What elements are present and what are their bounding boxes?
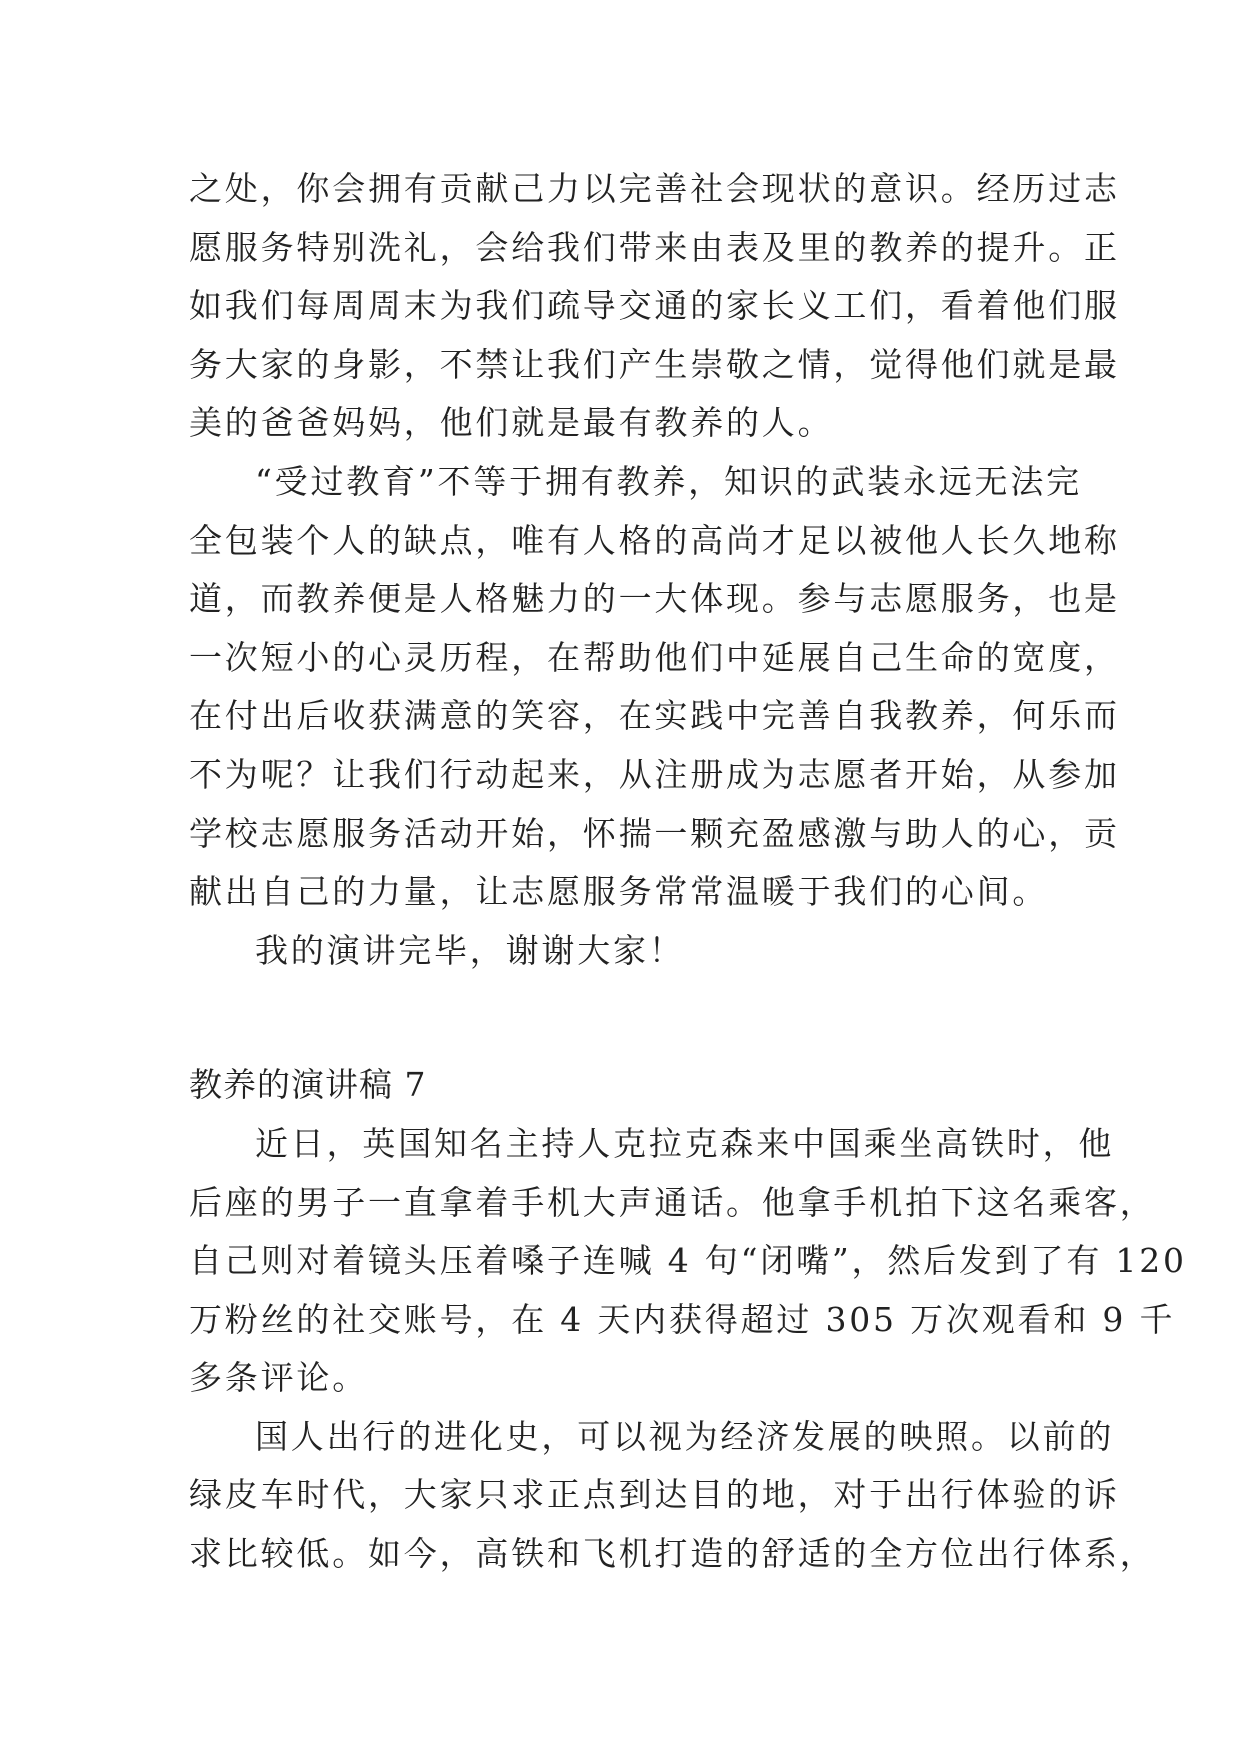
paragraph-line: 一次短小的心灵历程，在帮助他们中延展自己生命的宽度， [189,637,1120,677]
closing-remark: 我的演讲完毕，谢谢大家！ [255,930,685,970]
paragraph-line: 国人出行的进化史，可以视为经济发展的映照。以前的 [255,1416,1115,1456]
paragraph-line: 道，而教养便是人格魅力的一大体现。参与志愿服务，也是 [189,579,1120,619]
paragraph-line: 万粉丝的社交账号，在 4 天内获得超过 305 万次观看和 9 千 [189,1299,1176,1339]
paragraph-volunteer-service [189,160,1120,453]
paragraph-line: 美的爸爸妈妈，他们就是最有教养的人。 [189,403,834,443]
paragraph-education-vs-manners [189,453,1120,922]
paragraph-line: 多条评论。 [189,1358,368,1398]
paragraph-line: 在付出后收获满意的笑容，在实践中完善自我教养，何乐而 [189,696,1120,736]
paragraph-line: 之处，你会拥有贡献己力以完善社会现状的意识。经历过志 [189,169,1120,208]
paragraph-line: 务大家的身影，不禁让我们产生崇敬之情，觉得他们就是最 [189,344,1120,384]
document-body [189,160,1187,1584]
paragraph-line: 绿皮车时代，大家只求正点到达目的地，对于出行体验的诉 [189,1475,1120,1515]
paragraph-line: 求比较低。如今，高铁和飞机打造的舒适的全方位出行体系， [189,1534,1156,1574]
paragraph-line: 近日，英国知名主持人克拉克森来中国乘坐高铁时，他 [255,1123,1115,1163]
paragraph-line: 不为呢？让我们行动起来，从注册成为志愿者开始，从参加 [189,754,1120,794]
paragraph-line: 学校志愿服务活动开始，怀揣一颗充盈感激与助人的心，贡 [189,813,1120,853]
paragraph-travel-evolution [189,1408,1156,1584]
section-gap [189,980,1051,1056]
paragraph-line: 献出自己的力量，让志愿服务常常温暖于我们的心间。 [189,872,1049,912]
section-title: 教养的演讲稿 7 [189,1065,427,1105]
paragraph-line: 全包装个人的缺点，唯有人格的高尚才足以被他人长久地称 [189,520,1120,560]
paragraph-line: 愿服务特别洗礼，会给我们带来由表及里的教养的提升。正 [189,227,1120,267]
paragraph-line: 如我们每周周末为我们疏导交通的家长义工们，看着他们服 [189,286,1120,326]
paragraph-clarkson-incident [189,1115,1187,1408]
paragraph-line: 自己则对着镜头压着嗓子连喊 4 句“闭嘴”，然后发到了有 120 [189,1241,1187,1281]
paragraph-line: 后座的男子一直拿着手机大声通话。他拿手机拍下这名乘客， [189,1182,1156,1222]
paragraph-line: “受过教育”不等于拥有教养，知识的武装永远无法完 [255,461,1082,501]
